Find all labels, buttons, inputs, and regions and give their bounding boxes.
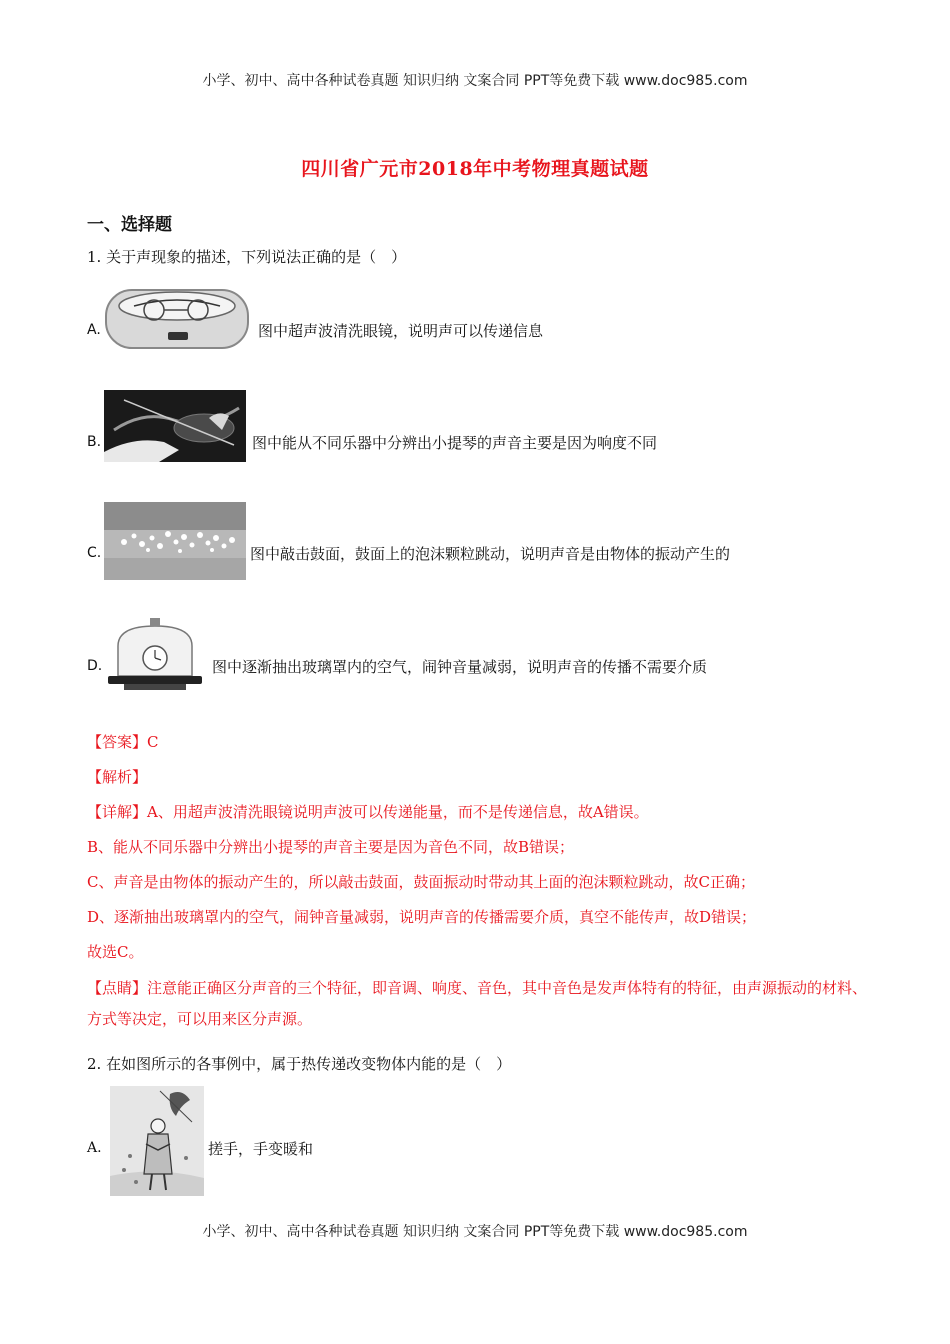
detail-line-b: B、能从不同乐器中分辨出小提琴的声音主要是因为音色不同，故B错误； — [87, 838, 575, 856]
q2-option-a-letter: A. — [87, 1140, 102, 1156]
option-d-letter: D. — [87, 658, 103, 674]
option-c-text: 图中敲击鼓面，鼓面上的泡沫颗粒跳动，说明声音是由物体的振动产生的 — [250, 545, 731, 563]
q2-option-a-text: 搓手，手变暖和 — [208, 1140, 314, 1158]
option-b-letter: B. — [87, 434, 102, 450]
tip-paragraph: 【点睛】注意能正确区分声音的三个特征，即音调、响度、音色，其中音色是发声体特有的特征，由声源振动的材料、方式等决定，可以用来区分声源。 — [87, 979, 868, 1028]
ultrasonic-cleaner-image — [104, 284, 250, 352]
option-c-letter: C. — [87, 545, 102, 561]
option-a-text: 图中超声波清洗眼镜，说明声可以传递信息 — [258, 322, 544, 340]
detail-line-c: C、声音是由物体的振动产生的，所以敲击鼓面，鼓面振动时带动其上面的泡沫颗粒跳动，故C正确； — [87, 873, 755, 891]
page-footer: 小学、初中、高中各种试卷真题 知识归纳 文案合同 PPT等免费下载 www.doc985.com — [202, 1224, 748, 1240]
rubbing-hands-image — [110, 1086, 204, 1196]
section-heading: 一、选择题 — [87, 215, 172, 235]
option-b-text: 图中能从不同乐器中分辨出小提琴的声音主要是因为响度不同 — [252, 434, 658, 452]
option-d-text: 图中逐渐抽出玻璃罩内的空气，闹钟音量减弱，说明声音的传播不需要介质 — [212, 658, 708, 676]
answer-label: 【答案】C — [87, 733, 159, 751]
drum-foam-image — [104, 502, 246, 580]
analysis-label: 【解析】 — [87, 768, 148, 786]
violin-image — [104, 390, 246, 462]
question-1-stem: 1. 关于声现象的描述，下列说法正确的是（ ） — [87, 248, 407, 266]
detail-line-a: 【详解】A、用超声波清洗眼镜说明声波可以传递能量，而不是传递信息，故A错误。 — [87, 803, 649, 821]
question-2-stem: 2. 在如图所示的各事例中，属于热传递改变物体内能的是（ ） — [87, 1055, 512, 1073]
bell-jar-clock-image — [104, 616, 206, 692]
option-a-letter: A. — [87, 322, 101, 338]
detail-conclusion: 故选C。 — [87, 943, 144, 961]
page-title: 四川省广元市2018年中考物理真题试题 — [301, 158, 649, 180]
page-header: 小学、初中、高中各种试卷真题 知识归纳 文案合同 PPT等免费下载 www.doc985.com — [202, 73, 748, 89]
detail-line-d: D、逐渐抽出玻璃罩内的空气，闹钟音量减弱，说明声音的传播需要介质，真空不能传声，故D错误； — [87, 908, 757, 926]
